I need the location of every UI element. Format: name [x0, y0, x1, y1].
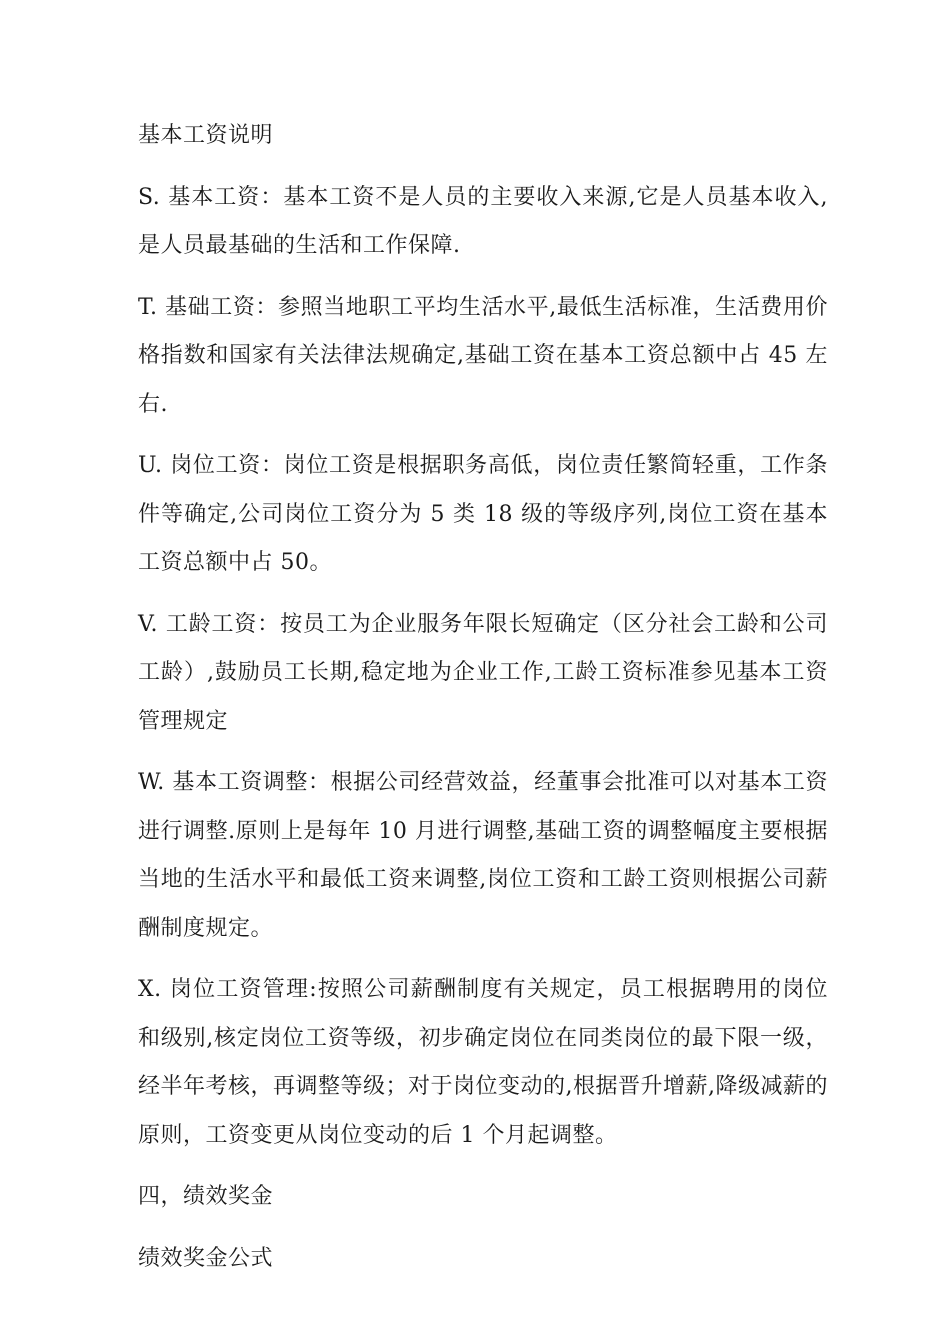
paragraph-base-pay: T. 基础工资：参照当地职工平均生活水平,最低生活标准，生活费用价格指数和国家有关法律法规确定,基础工资在基本工资总额中占 45 左右.	[138, 294, 828, 417]
subsection-heading: 绩效奖金公式	[138, 1245, 274, 1271]
paragraph-position-pay: U. 岗位工资：岗位工资是根据职务高低，岗位责任繁简轻重，工作条件等确定,公司岗位工资分为 5 类 18 级的等级序列,岗位工资在基本工资总额中占 50。	[138, 453, 828, 575]
paragraph-salary-adjustment: W. 基本工资调整：根据公司经营效益，经董事会批准可以对基本工资进行调整.原则上是每年 10 月进行调整,基础工资的调整幅度主要根据当地的生活水平和最低工资来调整,岗位工资和工龄工资则根据公司薪酬制度规定。	[138, 770, 828, 941]
section-heading: 四，绩效奖金	[138, 1184, 274, 1209]
paragraph-basic-salary: S. 基本工资：基本工资不是人员的主要收入来源,它是人员基本收入,是人员最基础的生活和工作保障.	[138, 184, 828, 258]
document-page	[138, 112, 828, 1296]
document-title: 基本工资说明	[138, 123, 274, 148]
paragraph-seniority-pay: V. 工龄工资：按员工为企业服务年限长短确定（区分社会工龄和公司工龄）,鼓励员工长期,稳定地为企业工作,工龄工资标准参见基本工资管理规定	[138, 611, 828, 734]
paragraph-position-pay-management: X. 岗位工资管理:按照公司薪酬制度有关规定，员工根据聘用的岗位和级别,核定岗位工资等级，初步确定岗位在同类岗位的最下限一级，经半年考核，再调整等级；对于岗位变动的,根据晋升增薪,降级减薪的原则，工资变更从岗位变动的后 1 个月起调整。	[138, 977, 828, 1148]
